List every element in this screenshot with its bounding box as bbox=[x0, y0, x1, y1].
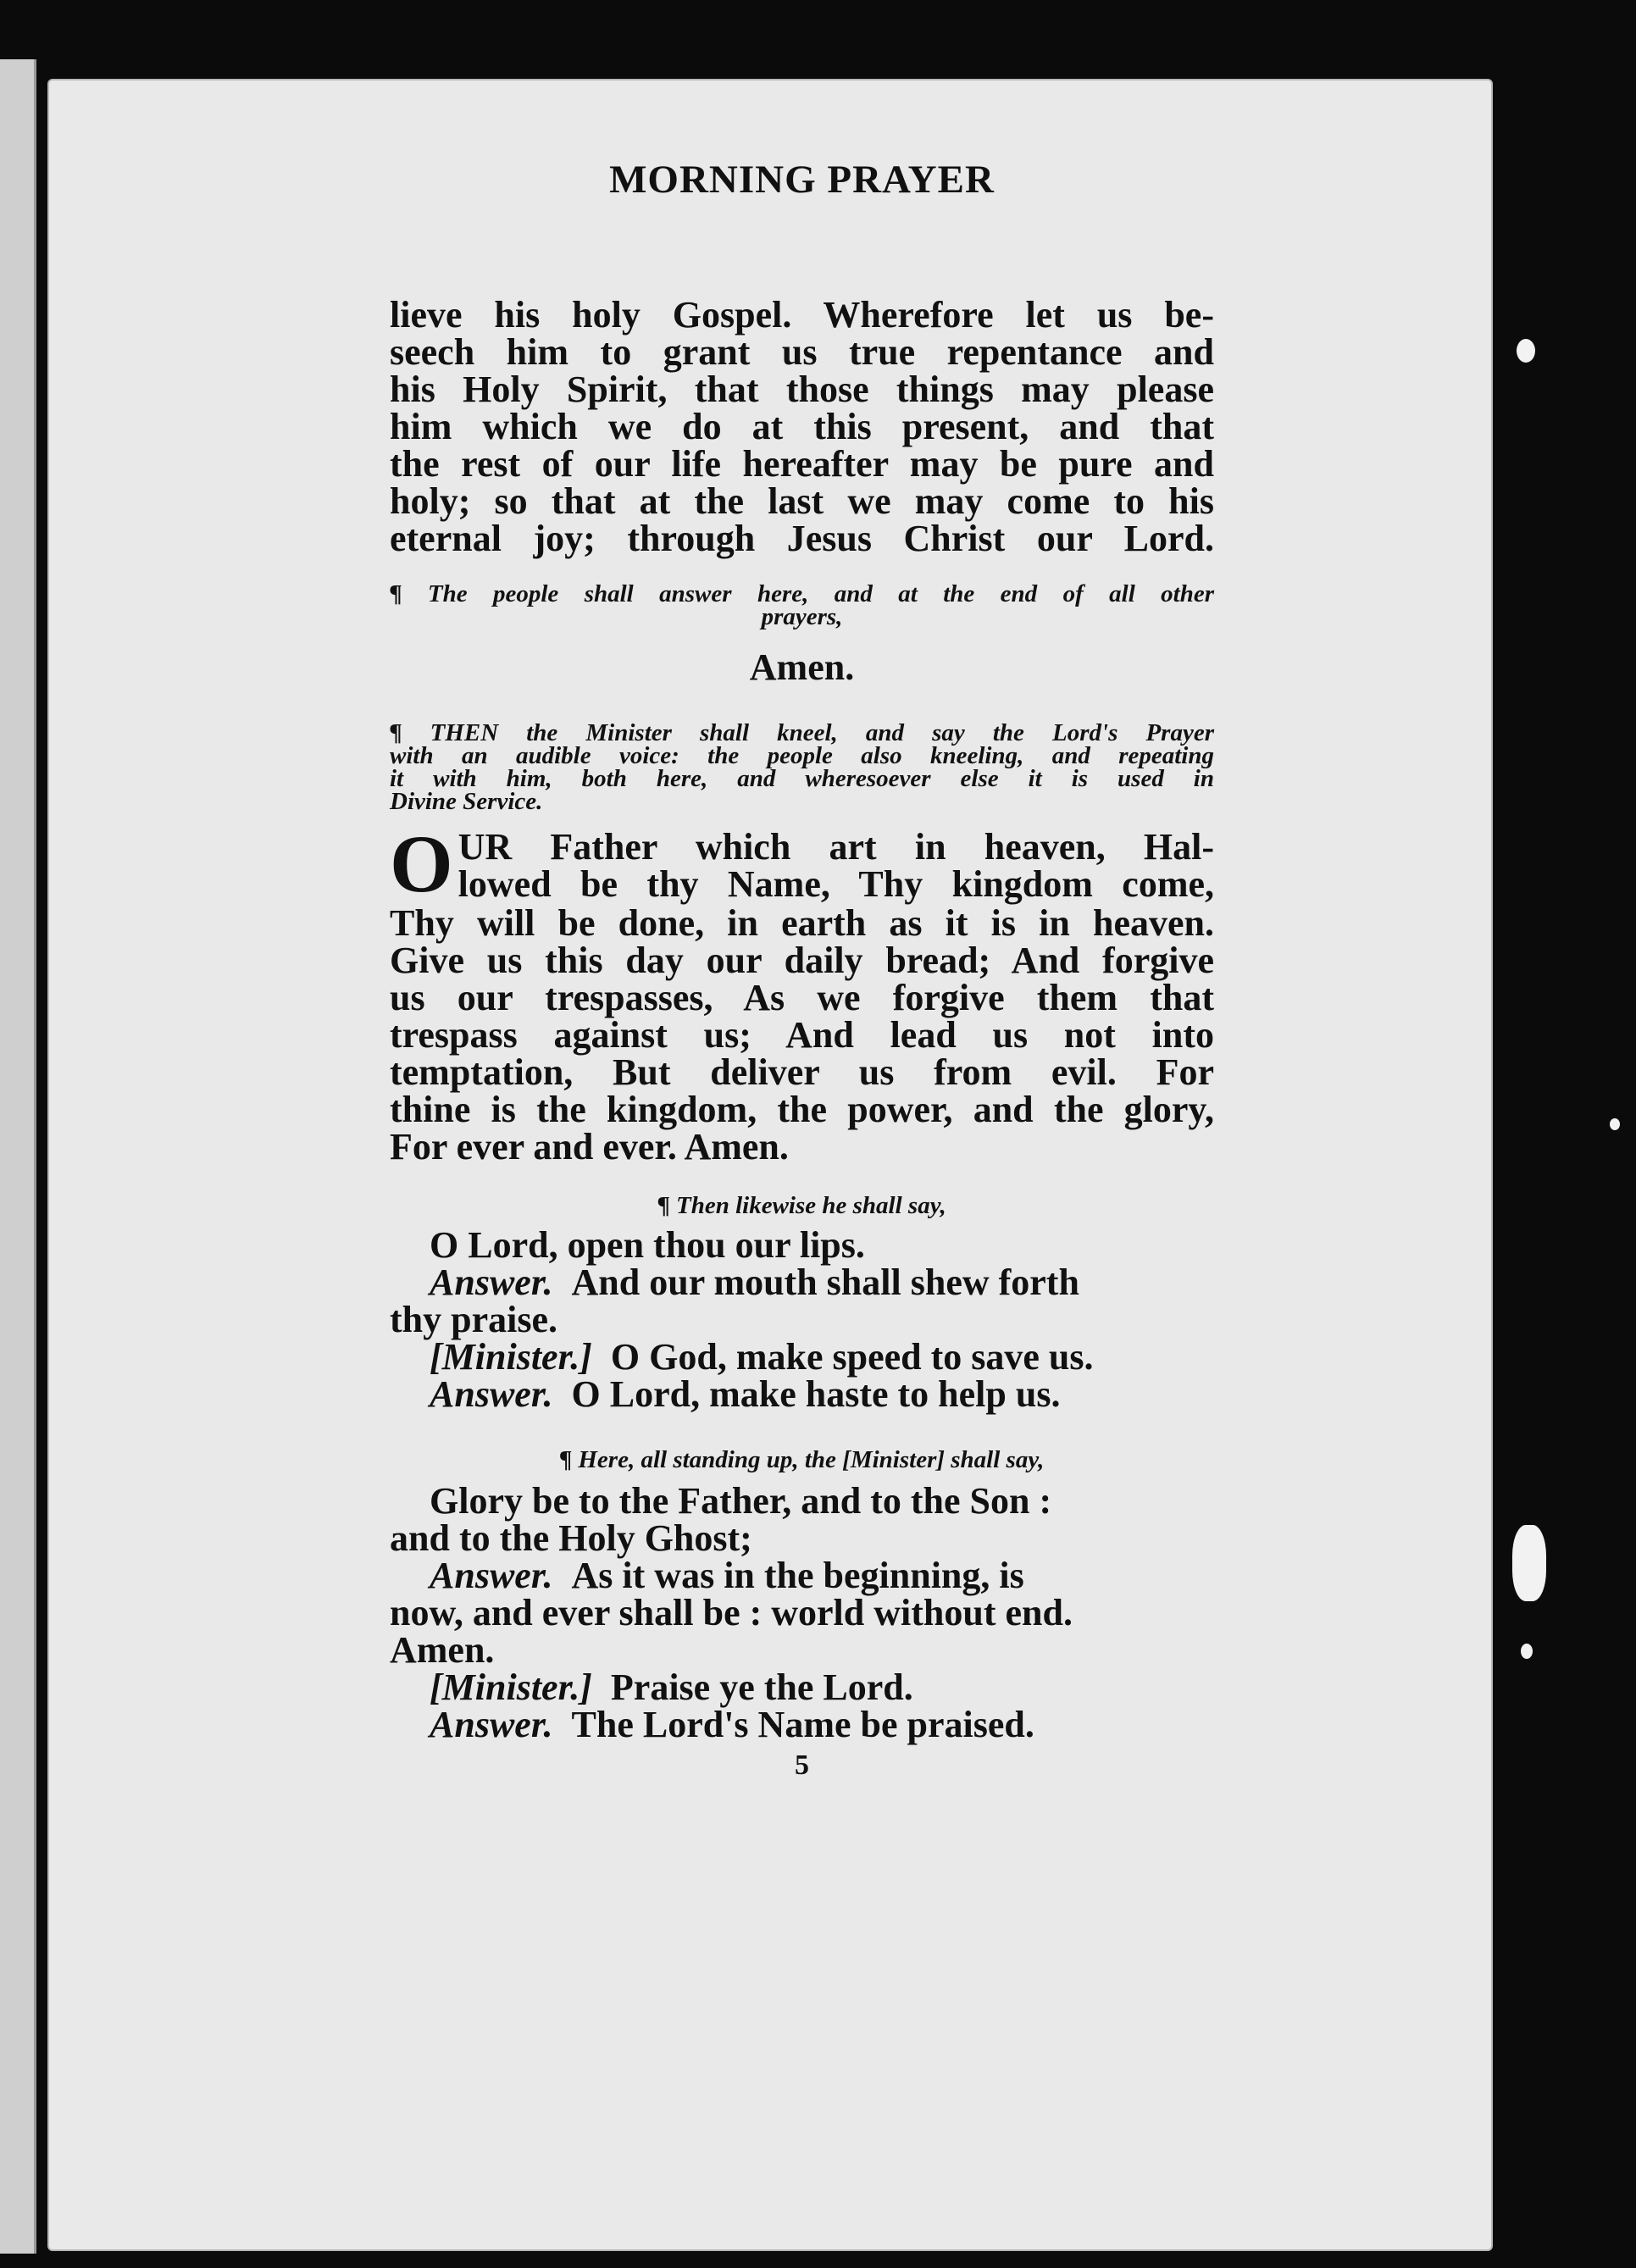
rubric-line: ¶ The people shall answer here, and at the end of all other bbox=[390, 580, 1214, 607]
versicles-opening bbox=[390, 1224, 1214, 1415]
text-line: trespass against us; And lead us not into bbox=[390, 1014, 1214, 1056]
rubric-line: prayers, bbox=[761, 603, 843, 630]
text-line: Give us this day our daily bread; And forgive bbox=[390, 940, 1214, 981]
versicle-line: and to the Holy Ghost; bbox=[390, 1517, 752, 1559]
text-line: him which we do at this present, and that bbox=[390, 406, 1214, 447]
response-line: thy praise. bbox=[390, 1299, 557, 1340]
minister-label: [Minister.] bbox=[430, 1336, 592, 1378]
text-line: seech him to grant us true repentance and bbox=[390, 331, 1214, 373]
rubric-line: ¶ THEN the Minister shall kneel, and say the Lord's Prayer bbox=[390, 719, 1214, 746]
text-line: us our trespasses, As we forgive them that bbox=[390, 977, 1214, 1018]
text-line: lowed be thy Name, Thy kingdom come, bbox=[458, 863, 1214, 905]
response-line: now, and ever shall be : world without end. bbox=[390, 1592, 1073, 1633]
text-line: thine is the kingdom, the power, and the glory, bbox=[390, 1089, 1214, 1130]
rubric-likewise bbox=[390, 1192, 1214, 1219]
rubric-line: ¶ Then likewise he shall say, bbox=[657, 1192, 946, 1219]
rubric-line: Divine Service. bbox=[390, 788, 543, 815]
answer-label: Answer. bbox=[430, 1262, 553, 1303]
text-line: lieve his holy Gospel. Wherefore let us be- bbox=[390, 294, 1214, 335]
facing-page-edge bbox=[0, 59, 36, 2254]
answer-label: Answer. bbox=[430, 1555, 553, 1596]
rubric-line: it with him, both here, and wheresoever else it is used in bbox=[390, 765, 1214, 792]
minister-label: [Minister.] bbox=[430, 1666, 592, 1708]
versicle-line: [Minister.] Praise ye the Lord. bbox=[430, 1666, 913, 1708]
text-line: the rest of our life hereafter may be pure and bbox=[390, 443, 1214, 485]
page-number: 5 bbox=[795, 1750, 809, 1781]
collect-paragraph bbox=[390, 294, 1214, 559]
amen-response: Amen. bbox=[749, 646, 855, 688]
rubric-standing bbox=[390, 1446, 1214, 1473]
response-line: Amen. bbox=[390, 1629, 495, 1671]
text-line: For ever and ever. Amen. bbox=[390, 1126, 789, 1167]
rubric-people-answer bbox=[390, 580, 1214, 630]
rubric-line: with an audible voice: the people also kneeling, and repeating bbox=[390, 742, 1214, 769]
text-line: UR Father which art in heaven, Hal- bbox=[458, 826, 1214, 868]
scan-speck bbox=[1512, 1525, 1546, 1601]
versicle-line: Glory be to the Father, and to the Son : bbox=[430, 1480, 1052, 1522]
text-line: eternal joy; through Jesus Christ our Lord. bbox=[390, 518, 1214, 559]
scan-speck bbox=[1521, 1644, 1533, 1659]
scan-speck bbox=[1610, 1118, 1620, 1130]
running-head: MORNING PRAYER bbox=[609, 158, 995, 202]
versicle-line: O Lord, open thou our lips. bbox=[430, 1224, 865, 1266]
rubric-lords-prayer bbox=[390, 719, 1214, 815]
rubric-line: ¶ Here, all standing up, the [Minister] shall say, bbox=[559, 1446, 1045, 1473]
drop-cap: O bbox=[390, 818, 453, 909]
versicles-gloria bbox=[390, 1480, 1214, 1745]
answer-label: Answer. bbox=[430, 1704, 553, 1745]
lords-prayer bbox=[390, 818, 1214, 1167]
text-line: holy; so that at the last we may come to his bbox=[390, 480, 1214, 522]
response-line: Answer. O Lord, make haste to help us. bbox=[430, 1373, 1061, 1415]
versicle-line: [Minister.] O God, make speed to save us. bbox=[430, 1336, 1094, 1378]
text-line: Thy will be done, in earth as it is in heaven. bbox=[390, 902, 1214, 944]
response-line: Answer. The Lord's Name be praised. bbox=[430, 1704, 1034, 1745]
answer-label: Answer. bbox=[430, 1373, 553, 1415]
text-line: his Holy Spirit, that those things may please bbox=[390, 369, 1214, 410]
response-line: Answer. And our mouth shall shew forth bbox=[430, 1262, 1079, 1303]
text-line: temptation, But deliver us from evil. For bbox=[390, 1051, 1214, 1093]
scan-speck bbox=[1517, 339, 1535, 363]
response-line: Answer. As it was in the beginning, is bbox=[430, 1555, 1024, 1596]
